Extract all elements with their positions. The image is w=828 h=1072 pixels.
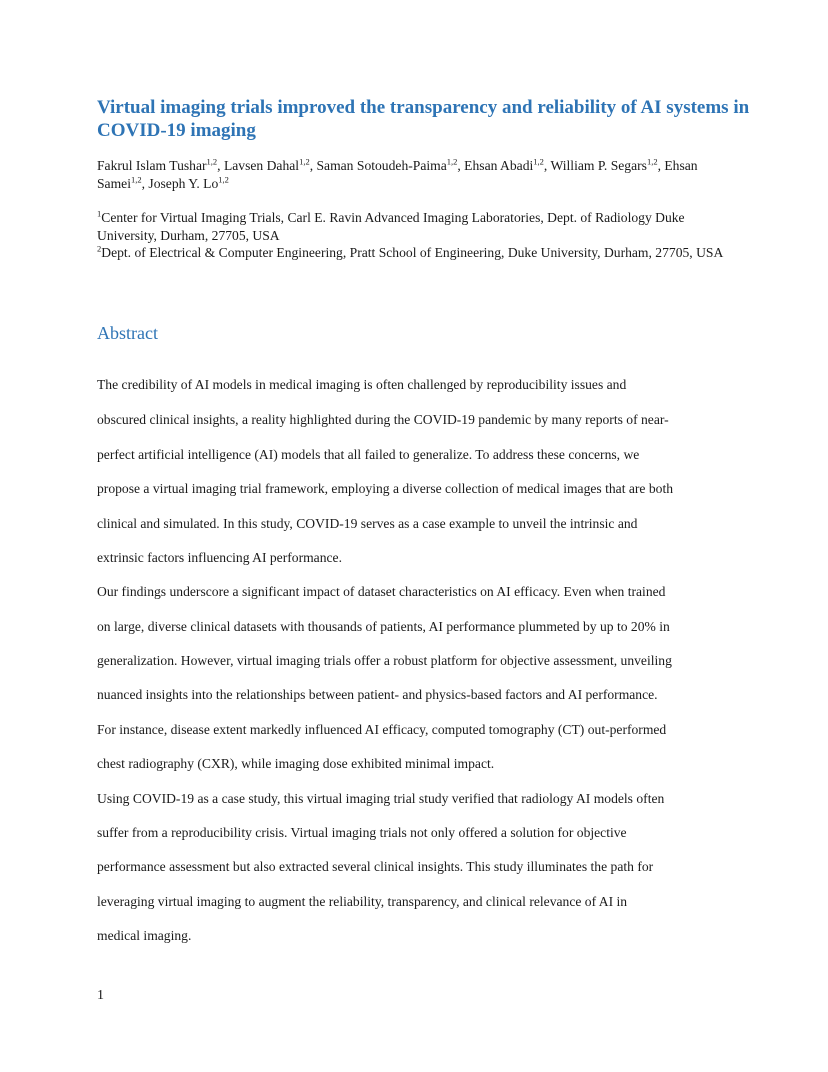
author-separator: , [309,158,317,173]
author-name: Lavsen Dahal [223,158,300,173]
author-affiliation-mark: 1,2 [206,156,218,167]
author-affiliation-mark: 1,2 [533,156,544,167]
author-name: Saman Sotoudeh-Paima [316,158,447,173]
abstract-line: clinical and simulated. In this study, COVID-19 serves as a case example to unveil the intrinsic and [97,516,638,531]
affiliation-2 [97,244,737,262]
affiliation-mark: 1 [97,208,102,219]
author-list [97,157,737,192]
abstract-line: Using COVID-19 as a case study, this virtual imaging trial study verified that radiology AI models often [97,791,665,806]
abstract-line: For instance, disease extent markedly influenced AI efficacy, computed tomography (CT) out-performed [97,722,667,737]
abstract-line: leveraging virtual imaging to augment the reliability, transparency, and clinical relevance of AI in [97,894,628,909]
author-separator: , [141,175,149,191]
affiliation-mark: 2 [97,243,102,254]
abstract-line: Our findings underscore a significant impact of dataset characteristics on AI efficacy. Even when trained [97,584,666,599]
abstract-heading: Abstract [97,323,158,343]
abstract-line: obscured clinical insights, a reality highlighted during the COVID-19 pandemic by many reports of near- [97,412,669,427]
abstract-line: perfect artificial intelligence (AI) models that all failed to generalize. To address these concerns, we [97,447,640,462]
author [550,158,664,173]
affiliation-text: Center for Virtual Imaging Trials, Carl E. Ravin Advanced Imaging Laboratories, Dept. of Radiology Duke University, Durham, 27705, USA [97,210,685,243]
author-affiliation-mark: 1,2 [646,156,658,167]
author [316,158,464,173]
abstract-line: performance assessment but also extracted several clinical insights. This study illuminates the path for [97,859,654,874]
abstract-line: medical imaging. [97,928,192,943]
author [148,173,229,191]
author-separator: , [543,158,551,173]
author-name: Ehsan Abadi [464,158,534,173]
author-name: Joseph Y. Lo [148,175,219,191]
author-affiliation-mark: 1,2 [218,173,229,184]
author-name: Ehsan Samei [97,158,698,191]
paper-title: Virtual imaging trials improved the transparency and reliability of AI systems in COVID-19 imaging [97,97,750,141]
author-affiliation-mark: 1,2 [299,156,310,167]
author-separator: , [217,158,224,173]
author-separator: , [457,158,465,173]
author-separator: , [657,158,665,173]
page-number: 1 [97,988,104,1003]
abstract-line: chest radiography (CXR), while imaging dose exhibited minimal impact. [97,756,495,771]
abstract-line: generalization. However, virtual imaging trials offer a robust platform for objective assessment, unveiling [97,653,672,668]
affiliation-text: Dept. of Electrical & Computer Engineering, Pratt School of Engineering, Duke University, Durham, 27705, USA [101,245,724,260]
author-name: Fakrul Islam Tushar [97,158,207,173]
author-affiliation-mark: 1,2 [446,156,458,167]
author [464,158,550,173]
abstract-line: propose a virtual imaging trial framework, employing a diverse collection of medical images that are both [97,481,674,496]
author [224,158,317,173]
author-affiliation-mark: 1,2 [130,173,142,184]
abstract-line: on large, diverse clinical datasets with thousands of patients, AI performance plummeted by up to 20% in [97,619,670,634]
abstract-line: extrinsic factors influencing AI performance. [97,550,342,565]
abstract-line: nuanced insights into the relationships between patient- and physics-based factors and AI performance. [97,687,658,702]
author [97,158,224,173]
abstract-line: The credibility of AI models in medical imaging is often challenged by reproducibility issues and [97,377,627,392]
affiliation-1 [97,209,737,244]
abstract-line: suffer from a reproducibility crisis. Virtual imaging trials not only offered a solution for objective [97,825,627,840]
author-name: William P. Segars [550,158,647,173]
